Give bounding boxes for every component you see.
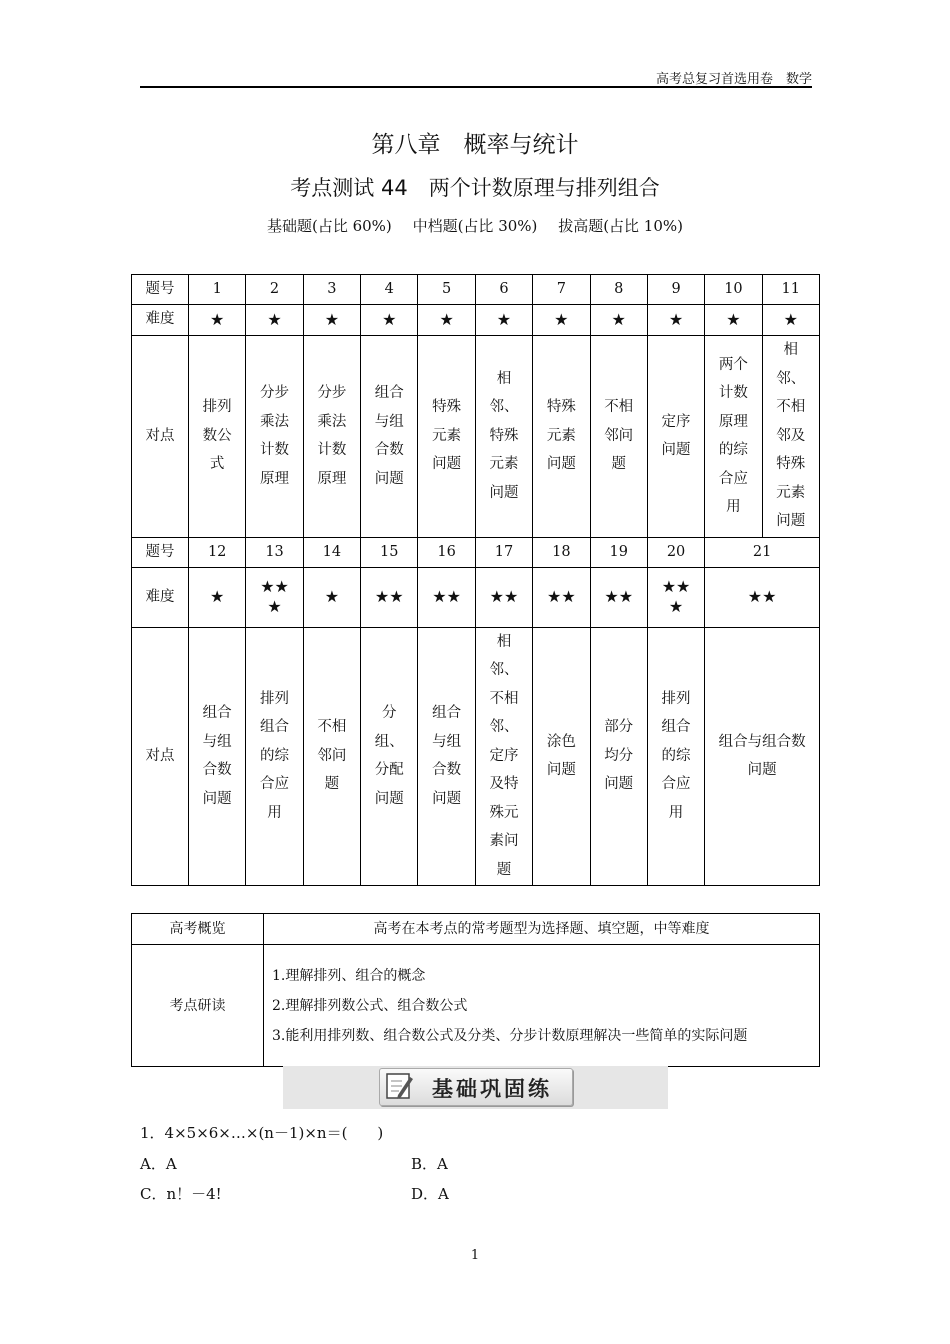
- option-c: C．n！－4!: [140, 1185, 222, 1203]
- cell-point: 特殊元素问题: [533, 335, 590, 537]
- ratio-advanced: 拔高题(占比 10%): [558, 217, 684, 235]
- cell-point: 相邻、不相邻及特殊元素问题: [762, 335, 819, 537]
- cell-number: 11: [762, 275, 819, 305]
- running-header: 高考总复习首选用卷 数学: [655, 72, 812, 87]
- overview-label: 高考概览: [132, 914, 264, 945]
- question-stem: 1．4×5×6×…×(n－1)×n＝( ): [140, 1124, 384, 1142]
- study-item: 1.理解排列、组合的概念: [272, 967, 426, 984]
- cell-number: 5: [418, 275, 475, 305]
- chapter-title: 第八章 概率与统计: [371, 132, 579, 158]
- cell-point: 不相邻问题: [590, 335, 647, 537]
- study-row: [132, 945, 820, 1067]
- study-item: 3.能利用排列数、组合数公式及分类、分步计数原理解决一些简单的实际问题: [272, 1027, 748, 1044]
- pencil-icon: [384, 1071, 414, 1101]
- question-table-1: [131, 274, 820, 538]
- option-d: D．A: [411, 1185, 449, 1203]
- cell-stars: ★★: [361, 567, 418, 627]
- cell-point: 排列组合的综合应用: [647, 627, 704, 885]
- overview-table: [131, 913, 820, 1067]
- cell-stars: ★: [762, 304, 819, 335]
- cell-number: 17: [475, 538, 532, 568]
- row-label-point: 对点: [132, 627, 189, 885]
- cell-point: 排列数公式: [189, 335, 246, 537]
- cell-number: 20: [647, 538, 704, 568]
- difficulty-ratio: [0, 215, 950, 236]
- cell-point: 排列组合的综合应用: [246, 627, 303, 885]
- cell-number: 1: [189, 275, 246, 305]
- option-b: B．A: [411, 1155, 448, 1173]
- cell-number: 16: [418, 538, 475, 568]
- cell-number: 2: [246, 275, 303, 305]
- section-banner: [283, 1066, 668, 1109]
- row-label-difficulty: 难度: [132, 567, 189, 627]
- cell-point: 两个计数原理的综合应用: [705, 335, 762, 537]
- table-row-point: [132, 627, 820, 885]
- cell-stars: ★: [647, 304, 704, 335]
- test-title: 考点测试 44 两个计数原理与排列组合: [290, 176, 660, 200]
- row-label-difficulty: 难度: [132, 304, 189, 335]
- row-label-number: 题号: [132, 538, 189, 568]
- cell-point: 相邻、特殊元素问题: [475, 335, 532, 537]
- cell-stars: ★★: [475, 567, 532, 627]
- cell-number: 18: [533, 538, 590, 568]
- cell-stars: ★: [533, 304, 590, 335]
- cell-number: 4: [361, 275, 418, 305]
- cell-point: 特殊元素问题: [418, 335, 475, 537]
- cell-point: 分组、分配问题: [361, 627, 418, 885]
- cell-point: 分步乘法计数原理: [303, 335, 360, 537]
- page-number: 1: [470, 1248, 480, 1263]
- cell-stars: ★: [705, 304, 762, 335]
- cell-point: 相邻、不相邻、定序及特殊元素问题: [475, 627, 532, 885]
- cell-number: 21: [705, 538, 820, 568]
- option-a: A．A: [140, 1155, 177, 1173]
- cell-number: 19: [590, 538, 647, 568]
- cell-number: 9: [647, 275, 704, 305]
- cell-number: 8: [590, 275, 647, 305]
- cell-number: 14: [303, 538, 360, 568]
- cell-stars: ★: [361, 304, 418, 335]
- header-rule: [140, 86, 812, 88]
- cell-stars: ★: [303, 567, 360, 627]
- ratio-basic: 基础题(占比 60%): [266, 217, 392, 235]
- study-item: 2.理解排列数公式、组合数公式: [272, 997, 468, 1014]
- cell-point: 定序问题: [647, 335, 704, 537]
- cell-number: 3: [303, 275, 360, 305]
- cell-point: 涂色问题: [533, 627, 590, 885]
- row-label-point: 对点: [132, 335, 189, 537]
- cell-point: 分步乘法计数原理: [246, 335, 303, 537]
- cell-point: 组合与组合数问题: [361, 335, 418, 537]
- cell-stars: ★: [246, 304, 303, 335]
- cell-stars: ★: [189, 567, 246, 627]
- table-row-number: [132, 538, 820, 568]
- cell-point: 组合与组合数问题: [418, 627, 475, 885]
- cell-stars: ★★★: [647, 567, 704, 627]
- cell-stars: ★: [475, 304, 532, 335]
- cell-number: 6: [475, 275, 532, 305]
- table-row-number: [132, 275, 820, 305]
- ratio-middle: 中档题(占比 30%): [412, 217, 538, 235]
- cell-stars: ★: [590, 304, 647, 335]
- cell-stars: ★: [303, 304, 360, 335]
- cell-number: 15: [361, 538, 418, 568]
- cell-point: 组合与组合数问题: [705, 627, 820, 885]
- cell-number: 13: [246, 538, 303, 568]
- banner-title: 基础巩固练: [432, 1077, 552, 1101]
- study-items: [264, 945, 820, 1067]
- cell-stars: ★★: [533, 567, 590, 627]
- table-row-difficulty: [132, 567, 820, 627]
- cell-stars: ★★★: [246, 567, 303, 627]
- cell-number: 12: [189, 538, 246, 568]
- cell-number: 7: [533, 275, 590, 305]
- row-label-number: 题号: [132, 275, 189, 305]
- cell-stars: ★★: [705, 567, 820, 627]
- overview-row: [132, 914, 820, 945]
- study-label: 考点研读: [132, 945, 264, 1067]
- cell-point: 组合与组合数问题: [189, 627, 246, 885]
- banner-box: [379, 1068, 573, 1106]
- cell-stars: ★★: [590, 567, 647, 627]
- cell-point: 不相邻问题: [303, 627, 360, 885]
- cell-stars: ★★: [418, 567, 475, 627]
- table-row-difficulty: [132, 304, 820, 335]
- cell-point: 部分均分问题: [590, 627, 647, 885]
- table-row-point: [132, 335, 820, 537]
- overview-text: 高考在本考点的常考题型为选择题、填空题，中等难度: [264, 914, 820, 945]
- question-table-2: [131, 537, 820, 886]
- cell-number: 10: [705, 275, 762, 305]
- cell-stars: ★: [189, 304, 246, 335]
- cell-stars: ★: [418, 304, 475, 335]
